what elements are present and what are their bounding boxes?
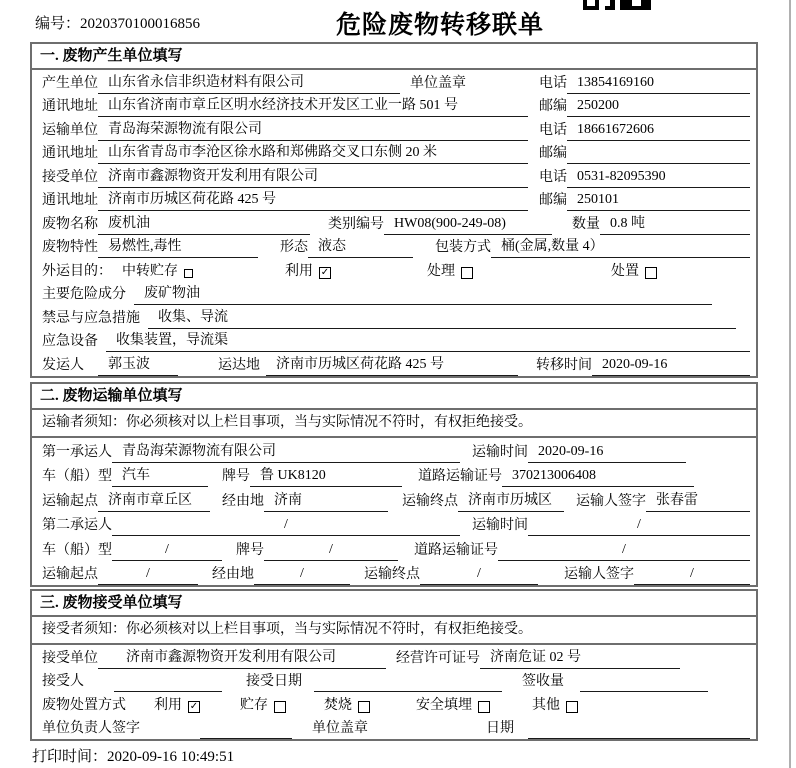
- disposal-option-label: 其他: [532, 697, 560, 713]
- disposal-store-checkbox: [274, 701, 286, 713]
- transporter-value: 青岛海荣源物流有限公司: [98, 118, 528, 141]
- row-taboo: [32, 305, 756, 329]
- license-label: 道路运输证号: [418, 469, 502, 484]
- plate1-value: 鲁 UK8120: [250, 464, 402, 487]
- time1-value: 2020-09-16: [528, 444, 686, 463]
- vehicle-label: 车（船）型: [42, 469, 112, 484]
- row-receiver: [32, 164, 756, 188]
- packing-label: 包装方式: [435, 240, 491, 255]
- addr-label: 通讯地址: [42, 146, 98, 161]
- unit-value: 济南市鑫源物资开发利用有限公司: [98, 646, 386, 669]
- producer-label: 产生单位: [42, 75, 98, 91]
- carrier1-value: 青岛海荣源物流有限公司: [112, 440, 460, 463]
- vehicle-label: 车（船）型: [42, 542, 112, 558]
- serial-number: 2020370100016856: [80, 16, 201, 32]
- print-time-line: [32, 745, 234, 766]
- transfer-time-value: 2020-09-16: [592, 357, 750, 376]
- receiver-phone-value: 0531-82095390: [567, 169, 750, 188]
- disposal-option-label: 利用: [154, 697, 182, 713]
- row-carrier1: [32, 438, 756, 463]
- form-value: 液态: [308, 235, 413, 258]
- row-disposal: [32, 692, 756, 716]
- zip-label: 邮编: [539, 193, 567, 208]
- receiver-label: 接受单位: [42, 169, 98, 185]
- head-sign-value: [200, 736, 292, 739]
- seal-label: 单位盖章: [312, 721, 368, 736]
- disposal-option-label: 焚烧: [324, 697, 352, 713]
- row-waste-trait: [32, 235, 756, 259]
- code-label: 类别编号: [328, 216, 384, 232]
- transporter-zip-value: [567, 161, 750, 164]
- origin-label: 运输起点: [42, 567, 98, 582]
- recipient-value: [114, 689, 222, 692]
- date-label: 接受日期: [246, 674, 302, 689]
- disposal-label: 废物处置方式: [42, 697, 126, 713]
- dest-value: 济南市历城区荷花路 425 号: [266, 353, 518, 376]
- producer-addr-value: 山东省济南市章丘区明水经济技术开发区工业一路 501 号: [98, 94, 528, 117]
- time-label: 运输时间: [472, 518, 528, 533]
- taboo-label: 禁忌与应急措施: [42, 310, 140, 326]
- terminal2-value: /: [420, 566, 538, 585]
- disposal-option-label: 贮存: [240, 697, 268, 713]
- row-carrier2: [32, 512, 756, 537]
- carrier2-value: /: [112, 517, 460, 536]
- plate-label: 牌号: [236, 542, 264, 558]
- permit-value: 济南危证 02 号: [480, 646, 680, 669]
- permit-label: 经营许可证号: [396, 650, 480, 666]
- transporter-notice: 运输者须知：你必须核对以上栏目事项，当与实际情况不符时，有权拒绝接受。: [32, 410, 756, 438]
- purpose-transfer-checkbox: [184, 269, 193, 278]
- purpose-dispose-checkbox: [645, 267, 657, 279]
- row-producer-addr: [32, 94, 756, 118]
- hazard-value: 废矿物油: [134, 282, 712, 305]
- purpose-option-label: 利用: [285, 263, 313, 279]
- qty-value: 0.8 吨: [600, 212, 750, 235]
- qr-code-fragment: [583, 0, 653, 10]
- code-value: HW08(900-249-08): [384, 216, 552, 235]
- row-route1: [32, 487, 756, 512]
- origin2-value: /: [98, 566, 198, 585]
- terminal1-value: 济南市历城区: [458, 489, 564, 512]
- vehicle2-value: /: [112, 542, 222, 561]
- dest-label: 运达地: [218, 357, 260, 373]
- packing-value: 桶(金属,数量 4）: [491, 235, 750, 258]
- disposal-landfill-checkbox: [478, 701, 490, 713]
- serial-line: [35, 12, 200, 33]
- row-vehicle2: [32, 536, 756, 561]
- purpose-use-checkbox: ✓: [320, 266, 330, 278]
- serial-label: 编号：: [35, 16, 81, 32]
- phone-label: 电话: [539, 75, 567, 91]
- terminal-label: 运输终点: [402, 493, 458, 509]
- origin-label: 运输起点: [42, 493, 98, 509]
- license2-value: /: [498, 542, 750, 561]
- equipment-value: 收集装置，导流渠: [106, 329, 750, 352]
- license-label: 道路运输证号: [414, 542, 498, 558]
- purpose-treat-checkbox: [461, 267, 473, 279]
- producer-zip-value: 250200: [567, 98, 750, 117]
- sign2-value: /: [634, 566, 750, 585]
- origin1-value: 济南市章丘区: [98, 489, 210, 512]
- trait-label: 废物特性: [42, 240, 98, 255]
- row-route2: [32, 561, 756, 586]
- unit-label: 接受单位: [42, 650, 98, 666]
- section2-header: 二. 废物运输单位填写: [32, 384, 756, 410]
- print-time-value: 2020-09-16 10:49:51: [107, 749, 235, 765]
- license1-value: 370213006408: [502, 468, 694, 487]
- zip-label: 邮编: [539, 146, 567, 161]
- carrier2-label: 第二承运人: [42, 518, 112, 533]
- transporter-label: 运输单位: [42, 122, 98, 138]
- plate2-value: /: [264, 542, 398, 561]
- shipper-label: 发运人: [42, 357, 84, 373]
- transporter-addr-value: 山东省青岛市李沧区徐水路和郑佛路交叉口东侧 20 米: [98, 141, 528, 164]
- section3-header: 三. 废物接受单位填写: [32, 591, 756, 617]
- receiver-notice: 接受者须知：你必须核对以上栏目事项，当与实际情况不符时，有权拒绝接受。: [32, 617, 756, 645]
- sign-label: 运输人签字: [576, 493, 646, 509]
- trait-value: 易燃性,毒性: [98, 235, 258, 258]
- via-label: 经由地: [212, 567, 254, 582]
- sign1-value: 张春雷: [646, 489, 750, 512]
- date-value: [314, 689, 502, 692]
- section1-header: 一. 废物产生单位填写: [32, 44, 756, 70]
- addr-label: 通讯地址: [42, 99, 98, 114]
- amount-value: [580, 689, 708, 692]
- section-producer: [30, 42, 758, 378]
- receiver-addr-value: 济南市历城区荷花路 425 号: [98, 188, 528, 211]
- phone-label: 电话: [539, 169, 567, 185]
- transporter-phone-value: 18661672606: [567, 122, 750, 141]
- row-hazard: [32, 282, 756, 306]
- producer-value: 山东省永信非织造材料有限公司: [98, 71, 400, 94]
- via-label: 经由地: [222, 493, 264, 509]
- disposal-incinerate-checkbox: [358, 701, 370, 713]
- taboo-value: 收集、导流: [148, 306, 736, 329]
- carrier1-label: 第一承运人: [42, 444, 112, 460]
- terminal-label: 运输终点: [364, 567, 420, 582]
- row-waste-name: [32, 211, 756, 235]
- row-receiving-unit: [32, 645, 756, 669]
- purpose-option-label: 处理: [427, 263, 455, 279]
- time-label: 运输时间: [472, 444, 528, 460]
- purpose-option-label: 处置: [611, 263, 639, 279]
- disposal-option-label: 安全填埋: [416, 697, 472, 713]
- amount-label: 签收量: [522, 674, 564, 689]
- page-title: 危险废物转移联单: [336, 12, 545, 39]
- hazard-label: 主要危险成分: [42, 287, 126, 302]
- transfer-time-label: 转移时间: [536, 357, 592, 373]
- vehicle1-value: 汽车: [112, 464, 208, 487]
- producer-phone-value: 13854169160: [567, 75, 750, 94]
- purpose-option-label: 中转贮存: [122, 263, 178, 279]
- date2-label: 日期: [486, 721, 514, 736]
- section-transporter: [30, 382, 758, 587]
- receiver-value: 济南市鑫源物资开发利用有限公司: [98, 165, 528, 188]
- row-head-sign: [32, 716, 756, 740]
- zip-label: 邮编: [539, 99, 567, 114]
- sign-label: 运输人签字: [564, 567, 634, 582]
- row-shipper: [32, 352, 756, 376]
- waste-name-value: 废机油: [98, 212, 310, 235]
- via1-value: 济南: [264, 489, 388, 512]
- seal-date-value: [528, 736, 750, 739]
- disposal-other-checkbox: [566, 701, 578, 713]
- plate-label: 牌号: [222, 469, 250, 484]
- row-vehicle1: [32, 463, 756, 488]
- row-transporter: [32, 117, 756, 141]
- row-transporter-addr: [32, 141, 756, 165]
- row-purpose: [32, 258, 756, 282]
- waste-name-label: 废物名称: [42, 216, 98, 232]
- purpose-label: 外运目的：: [42, 263, 112, 279]
- qty-label: 数量: [572, 216, 600, 232]
- row-receiver-addr: [32, 188, 756, 212]
- row-producer: [32, 70, 756, 94]
- row-equipment: [32, 329, 756, 353]
- print-time-label: 打印时间：: [32, 749, 108, 765]
- shipper-value: 郭玉波: [98, 353, 178, 376]
- row-recipient: [32, 669, 756, 693]
- equipment-label: 应急设备: [42, 334, 98, 349]
- phone-label: 电话: [539, 122, 567, 138]
- receiver-zip-value: 250101: [567, 192, 750, 211]
- section-receiver: [30, 589, 758, 741]
- recipient-label: 接受人: [42, 674, 84, 689]
- page-edge-line: [789, 0, 791, 768]
- time2-value: /: [528, 517, 750, 536]
- addr-label: 通讯地址: [42, 193, 98, 208]
- form-label: 形态: [280, 240, 308, 255]
- via2-value: /: [254, 566, 350, 585]
- disposal-use-checkbox: ✓: [189, 700, 199, 712]
- head-sign-label: 单位负责人签字: [42, 721, 140, 736]
- seal-label: 单位盖章: [410, 75, 466, 91]
